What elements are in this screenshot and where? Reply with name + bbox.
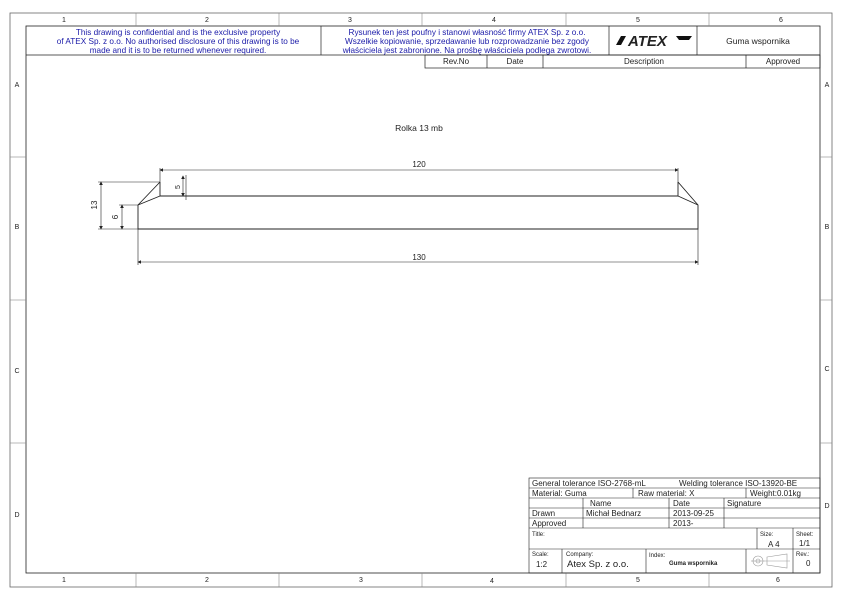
- col-signature-header: Signature: [727, 499, 762, 508]
- zone-col-4-top: 4: [492, 17, 496, 24]
- scale-value: 1:2: [536, 560, 548, 569]
- dim-bottom-length: 130: [412, 253, 426, 262]
- drawn-label: Drawn: [532, 509, 556, 518]
- view-label: Rolka 13 mb: [395, 123, 443, 133]
- zone-dividers: [10, 13, 832, 587]
- col-name-header: Name: [590, 499, 612, 508]
- sheet-value: 1/1: [799, 539, 811, 548]
- approved-label: Approved: [532, 519, 567, 528]
- confidential-pl-line-2: Wszelkie kopiowanie, sprzedawanie lub rozprowadzanie bez zgody: [345, 37, 589, 46]
- rev-header-no: Rev.No: [442, 57, 470, 66]
- zone-row-a-right: A: [824, 82, 830, 89]
- approved-date: 2013-: [673, 519, 694, 528]
- confidential-en-line-3: made and it is to be returned whenever required.: [89, 46, 267, 55]
- drawn-date: 2013-09-25: [673, 509, 714, 518]
- dim-total-height: 13: [90, 200, 99, 210]
- rev-header-date: Date: [506, 57, 524, 66]
- index-label: Index:: [649, 553, 666, 559]
- index-value: Guma wspornika: [669, 561, 718, 567]
- zone-col-5-top: 5: [636, 17, 640, 24]
- zone-col-2-bottom: 2: [205, 577, 209, 584]
- scale-label: Scale:: [532, 552, 549, 558]
- size-label: Size:: [760, 532, 774, 538]
- welding-tolerance: Welding tolerance ISO-13920-BE: [679, 479, 798, 488]
- size-value: A 4: [768, 540, 780, 549]
- atex-logo-text: ATEX: [628, 33, 667, 50]
- zone-col-2-top: 2: [205, 17, 209, 24]
- header-part-name: Guma wspornika: [726, 36, 790, 46]
- zone-col-5-bottom: 5: [636, 577, 640, 584]
- dim-top-length: 120: [412, 160, 426, 169]
- zone-col-1-bottom: 1: [62, 577, 66, 584]
- third-angle-projection-icon: [751, 554, 790, 568]
- dim-lip-height: 5: [175, 185, 182, 189]
- rev-header-approved: Approved: [765, 57, 801, 66]
- rev-value: 0: [806, 559, 811, 568]
- zone-col-6-bottom: 6: [776, 577, 780, 584]
- general-tolerance: General tolerance ISO-2768-mL: [532, 479, 646, 488]
- raw-material: Raw material: X: [638, 489, 695, 498]
- zone-row-c-left: C: [14, 368, 20, 375]
- company-value: Atex Sp. z o.o.: [567, 559, 629, 570]
- outer-frame: [10, 13, 832, 587]
- zone-row-a-left: A: [14, 82, 20, 89]
- atex-logo: [616, 33, 692, 50]
- zone-row-d-left: D: [14, 512, 20, 519]
- rev-label: Rev.:: [796, 552, 810, 558]
- zone-col-6-top: 6: [779, 17, 783, 24]
- dim-lower-height: 6: [111, 214, 120, 220]
- zone-row-b-left: B: [14, 224, 20, 231]
- zone-row-c-right: C: [824, 366, 830, 373]
- confidential-en-line-1: This drawing is confidential and is the exclusive property: [75, 28, 281, 37]
- weight: Weight:0.01kg: [750, 489, 801, 498]
- confidential-pl-line-3: właściciela jest zabronione. Na prośbę właściciela podlega zwrotowi.: [342, 46, 592, 55]
- company-label: Company:: [566, 552, 594, 558]
- col-date-header: Date: [673, 499, 690, 508]
- material: Material: Guma: [532, 489, 587, 498]
- drawn-name: Michał Bednarz: [586, 509, 642, 518]
- zone-col-3-bottom: 3: [359, 577, 363, 584]
- part-outline: [138, 182, 698, 229]
- zone-col-3-top: 3: [348, 17, 352, 24]
- confidential-en-line-2: of ATEX Sp. z o.o. No authorised disclosure of this drawing is to be: [56, 37, 300, 46]
- title-label: Title:: [532, 532, 545, 538]
- zone-col-4-bottom: 4: [490, 578, 494, 585]
- confidential-pl-line-1: Rysunek ten jest poufny i stanowi własność firmy ATEX Sp. z o.o.: [348, 28, 586, 37]
- zone-col-1-top: 1: [62, 17, 66, 24]
- zone-row-b-right: B: [824, 224, 830, 231]
- zone-row-d-right: D: [824, 503, 830, 510]
- rev-header-description: Description: [623, 57, 665, 66]
- sheet-label: Sheet:: [796, 532, 814, 538]
- dimension-lines: [98, 168, 698, 265]
- inner-frame: [26, 26, 820, 573]
